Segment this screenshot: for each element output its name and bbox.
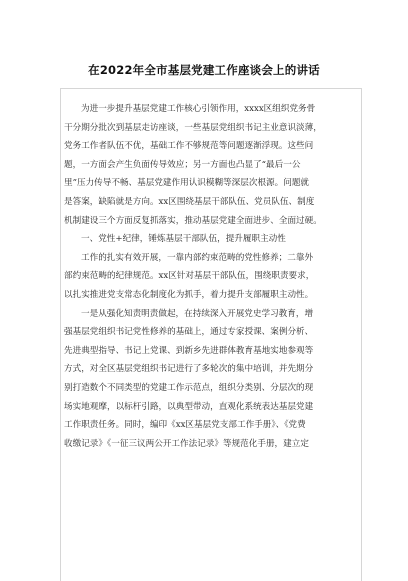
text-line: 场实地观摩，以标杆引路，以典型带动，直观化系统表达基层党建: [64, 401, 314, 412]
text-line: 一、党性+纪律，锤炼基层干部队伍，提升履职主动性: [81, 234, 286, 245]
text-line: 一是从强化知责明责做起，在持续深入开展党史学习教育，增: [81, 308, 314, 319]
text-line: 党务工作者队伍不优，基础工作不够规范等问题逐渐浮现。这些问: [64, 141, 314, 152]
text-line: 部约束范畴的纪律规范。xx区针对基层干部队伍，围绕职责要求，: [64, 271, 315, 282]
text-line: 机制建设三个方面反复抓落实，推动基层党建全面进步、全面过硬。: [64, 215, 322, 226]
text-line: 工作的扎实有效开展，一靠内部约束范畴的党性修养；二靠外: [81, 252, 314, 263]
text-line: 是答案，缺陷就是方向。xx区围绕基层干部队伍、党员队伍、制度: [64, 196, 315, 207]
text-line: 干分期分批次到基层走访座谈，一些基层党组织书记主业意识淡薄，: [64, 122, 322, 133]
text-line: 里”压力传导不畅、基层党建作用认识模糊等深层次根源。问题就: [64, 178, 310, 189]
text-line: 收缴记录》《一征三议两公开工作法记录》等规范化手册，建立定: [64, 438, 309, 449]
text-line: 工作职责任务。同时，编印《xx区基层党支部工作手册》、《党费: [64, 420, 306, 431]
text-line: 强基层党组织书记党性修养的基础上，通过专家授课、案例分析、: [64, 327, 314, 338]
text-line: 为进一步提升基层党建工作核心引领作用，xxxx区组织党务骨: [81, 104, 316, 114]
text-line: 题，一方面会产生负面传导效应；另一方面也凸显了“最后一公: [64, 159, 301, 170]
document-body: [64, 100, 350, 453]
document-title: 在2022年全市基层党建工作座谈会上的讲话: [88, 63, 320, 77]
text-line: 方式，对全区基层党组织书记进行了多轮次的集中培训，并先期分: [64, 364, 314, 375]
text-line: 以扎实推进党支常态化制度化为抓手，着力提升支部履职主动性。: [64, 289, 314, 300]
text-line: 先进典型指导、书记上党课、到新乡先进群体教育基地实地参观等: [64, 345, 314, 356]
text-line: 别打造数个不同类型的党建工作示范点，组织分类别、分层次的现: [64, 382, 314, 393]
